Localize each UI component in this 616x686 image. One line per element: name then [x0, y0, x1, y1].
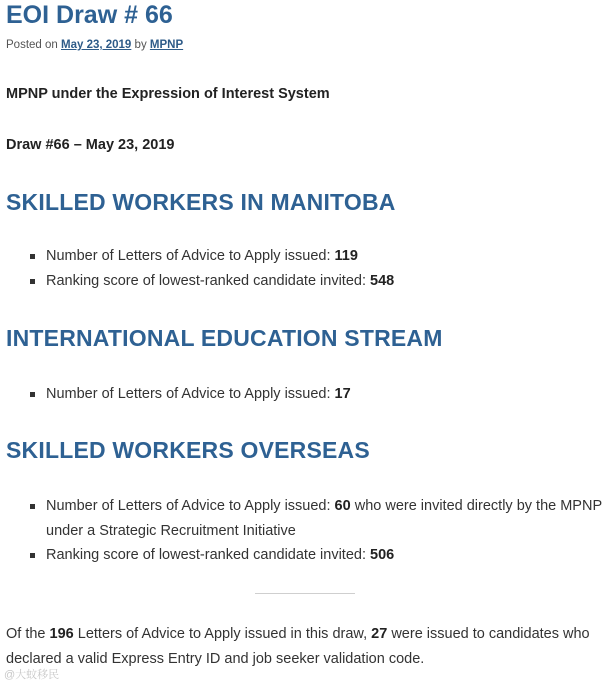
list-item — [0, 494, 610, 543]
international-education-list — [0, 382, 610, 407]
bullet-icon — [30, 254, 35, 259]
by-label: by — [134, 39, 147, 51]
item-value: 506 — [370, 547, 395, 563]
bullet-icon — [30, 279, 35, 284]
item-label: Number of Letters of Advice to Apply issued: — [46, 386, 335, 402]
summary-express-count: 27 — [371, 626, 388, 642]
item-suffix: who were invited directly by the MPNP under a Strategic Recruitment Initiative — [46, 498, 602, 539]
item-value: 17 — [334, 386, 351, 402]
bullet-icon — [30, 504, 35, 509]
item-value: 119 — [334, 248, 358, 264]
section-heading-international-education: INTERNATIONAL EDUCATION STREAM — [6, 325, 443, 351]
watermark: @大蚊移民 — [4, 669, 60, 681]
list-item — [0, 543, 610, 568]
item-label: Ranking score of lowest-ranked candidate invited: — [46, 272, 371, 289]
overseas-list — [0, 494, 610, 568]
posted-on-label: Posted on — [6, 39, 58, 51]
manitoba-list — [0, 244, 610, 293]
item-value: 548 — [370, 272, 395, 289]
summary-text: Letters of Advice to Apply issued in this draw, — [73, 626, 372, 642]
post-date-link[interactable]: May 23, 2019 — [61, 39, 132, 51]
summary-paragraph — [6, 622, 610, 671]
bullet-icon — [30, 553, 35, 558]
draw-heading: Draw #66 – May 23, 2019 — [6, 137, 175, 153]
summary-total: 196 — [49, 626, 74, 642]
item-label: Number of Letters of Advice to Apply issued: — [46, 248, 335, 264]
item-value: 60 — [334, 498, 351, 514]
divider — [255, 593, 355, 594]
system-heading: MPNP under the Expression of Interest System — [6, 86, 330, 102]
section-heading-skilled-workers-overseas: SKILLED WORKERS OVERSEAS — [6, 437, 370, 463]
list-item — [0, 269, 610, 294]
bullet-icon — [30, 392, 35, 397]
section-heading-skilled-workers-manitoba: SKILLED WORKERS IN MANITOBA — [6, 189, 396, 215]
post-title: EOI Draw # 66 — [6, 1, 173, 29]
summary-text: were issued to candidates who declared a valid Express Entry ID and job seeker validation code. — [6, 626, 590, 667]
item-label: Number of Letters of Advice to Apply issued: — [46, 498, 335, 514]
summary-text: Of the — [6, 626, 50, 642]
list-item — [0, 244, 610, 269]
post-meta — [6, 39, 183, 51]
list-item — [0, 382, 610, 407]
author-link[interactable]: MPNP — [149, 39, 184, 51]
item-label: Ranking score of lowest-ranked candidate invited: — [46, 547, 371, 563]
